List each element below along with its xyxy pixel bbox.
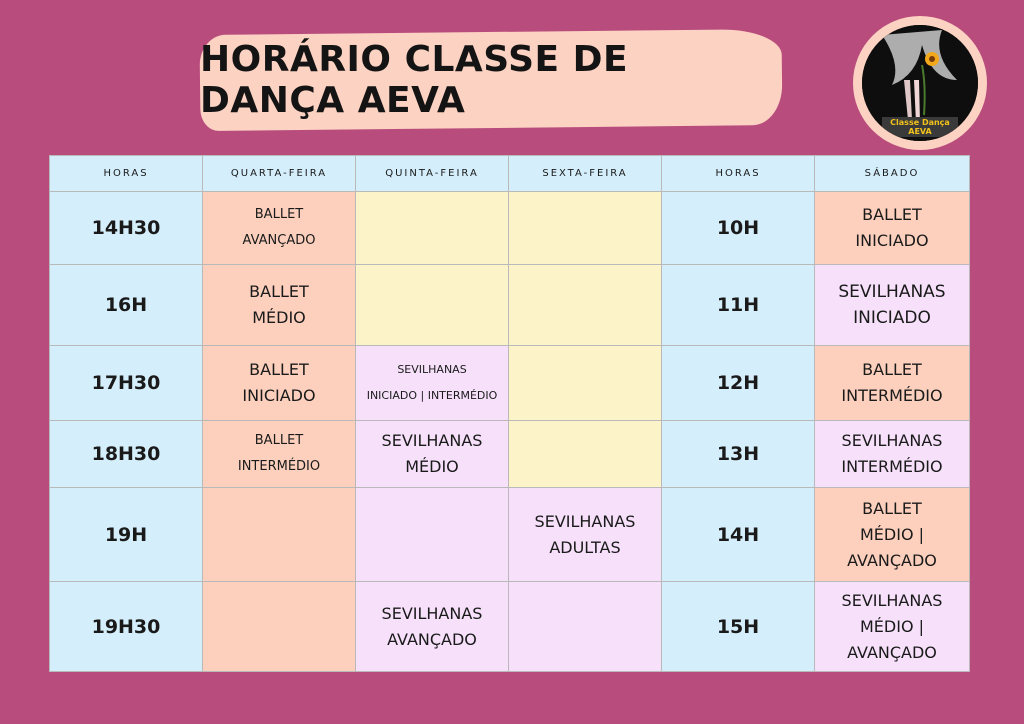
empty-cell (509, 192, 662, 265)
class-cell (815, 488, 970, 582)
saturday-time: 13H (662, 421, 815, 488)
class-cell (815, 265, 970, 346)
class-name: BALLET (862, 360, 922, 379)
class-level: MÉDIO | AVANÇADO (847, 616, 937, 662)
logo-label-line-1: Classe (890, 118, 920, 127)
empty-cell (509, 421, 662, 488)
class-cell (815, 582, 970, 672)
class-level: INTERMÉDIO (841, 457, 943, 476)
class-name: SEVILHANAS (381, 431, 483, 450)
class-level: INICIADO (853, 308, 931, 328)
empty-cell (509, 346, 662, 421)
class-cell (356, 582, 509, 672)
class-level: MÉDIO (405, 457, 459, 476)
saturday-time: 11H (662, 265, 815, 346)
class-name: BALLET (249, 360, 309, 379)
saturday-time: 14H (662, 488, 815, 582)
class-cell (203, 192, 356, 265)
class-level: AVANÇADO (387, 629, 477, 649)
class-level: MÉDIO | AVANÇADO (847, 524, 937, 570)
empty-cell (203, 582, 356, 672)
class-name: SEVILHANAS (397, 363, 467, 376)
ballerina-flower-logo-icon (862, 25, 978, 141)
empty-cell (509, 265, 662, 346)
class-name: BALLET (249, 282, 309, 301)
class-cell (203, 346, 356, 421)
logo-label (882, 117, 958, 137)
table-row (50, 265, 970, 346)
weekday-time: 18H30 (50, 421, 203, 488)
header-quinta-feira: QUINTA-FEIRA (356, 156, 509, 192)
page-title: HORÁRIO CLASSE DE DANÇA AEVA (200, 39, 629, 121)
class-level: INICIADO (242, 386, 316, 405)
class-level: INTERMÉDIO (841, 386, 943, 405)
table-row (50, 421, 970, 488)
class-name: BALLET (254, 207, 304, 222)
header-row (50, 156, 970, 192)
class-level: AVANÇADO (242, 233, 316, 248)
header-sabado: SÁBADO (815, 156, 970, 192)
table-row (50, 346, 970, 421)
weekday-time: 19H (50, 488, 203, 582)
table-row (50, 582, 970, 672)
class-cell (356, 346, 509, 421)
title-banner (200, 29, 783, 131)
weekday-time: 19H30 (50, 582, 203, 672)
logo (853, 16, 987, 150)
class-cell (815, 192, 970, 265)
table-row (50, 488, 970, 582)
class-cell (509, 488, 662, 582)
class-cell (203, 421, 356, 488)
class-name: BALLET (862, 205, 922, 224)
class-name: SEVILHANAS (841, 590, 943, 610)
class-level: ADULTAS (549, 537, 621, 557)
saturday-time: 12H (662, 346, 815, 421)
table-row (50, 192, 970, 265)
saturday-time: 10H (662, 192, 815, 265)
class-name: SEVILHANAS (841, 431, 943, 450)
class-name: SEVILHANAS (534, 511, 636, 531)
weekday-time: 17H30 (50, 346, 203, 421)
class-cell (815, 346, 970, 421)
schedule-table (49, 155, 970, 672)
logo-label-line-2: Dança AEVA (908, 118, 950, 136)
class-cell (356, 421, 509, 488)
header-quarta-feira: QUARTA-FEIRA (203, 156, 356, 192)
class-name: BALLET (862, 498, 922, 518)
class-cell (815, 421, 970, 488)
class-name: SEVILHANAS (381, 603, 483, 623)
empty-cell (356, 265, 509, 346)
class-name: BALLET (254, 433, 304, 448)
saturday-time: 15H (662, 582, 815, 672)
weekday-time: 16H (50, 265, 203, 346)
header-sexta-feira: SEXTA-FEIRA (509, 156, 662, 192)
header-horas: HORAS (50, 156, 203, 192)
empty-cell (203, 488, 356, 582)
class-level: INTERMÉDIO (237, 459, 321, 474)
class-cell (203, 265, 356, 346)
empty-cell (356, 192, 509, 265)
empty-cell (356, 488, 509, 582)
empty-cell (509, 582, 662, 672)
class-level: INICIADO | INTERMÉDIO (366, 389, 498, 402)
weekday-time: 14H30 (50, 192, 203, 265)
class-level: INICIADO (855, 231, 929, 250)
class-level: MÉDIO (252, 308, 306, 327)
header-horas-sabado: HORAS (662, 156, 815, 192)
class-name: SEVILHANAS (838, 282, 946, 302)
